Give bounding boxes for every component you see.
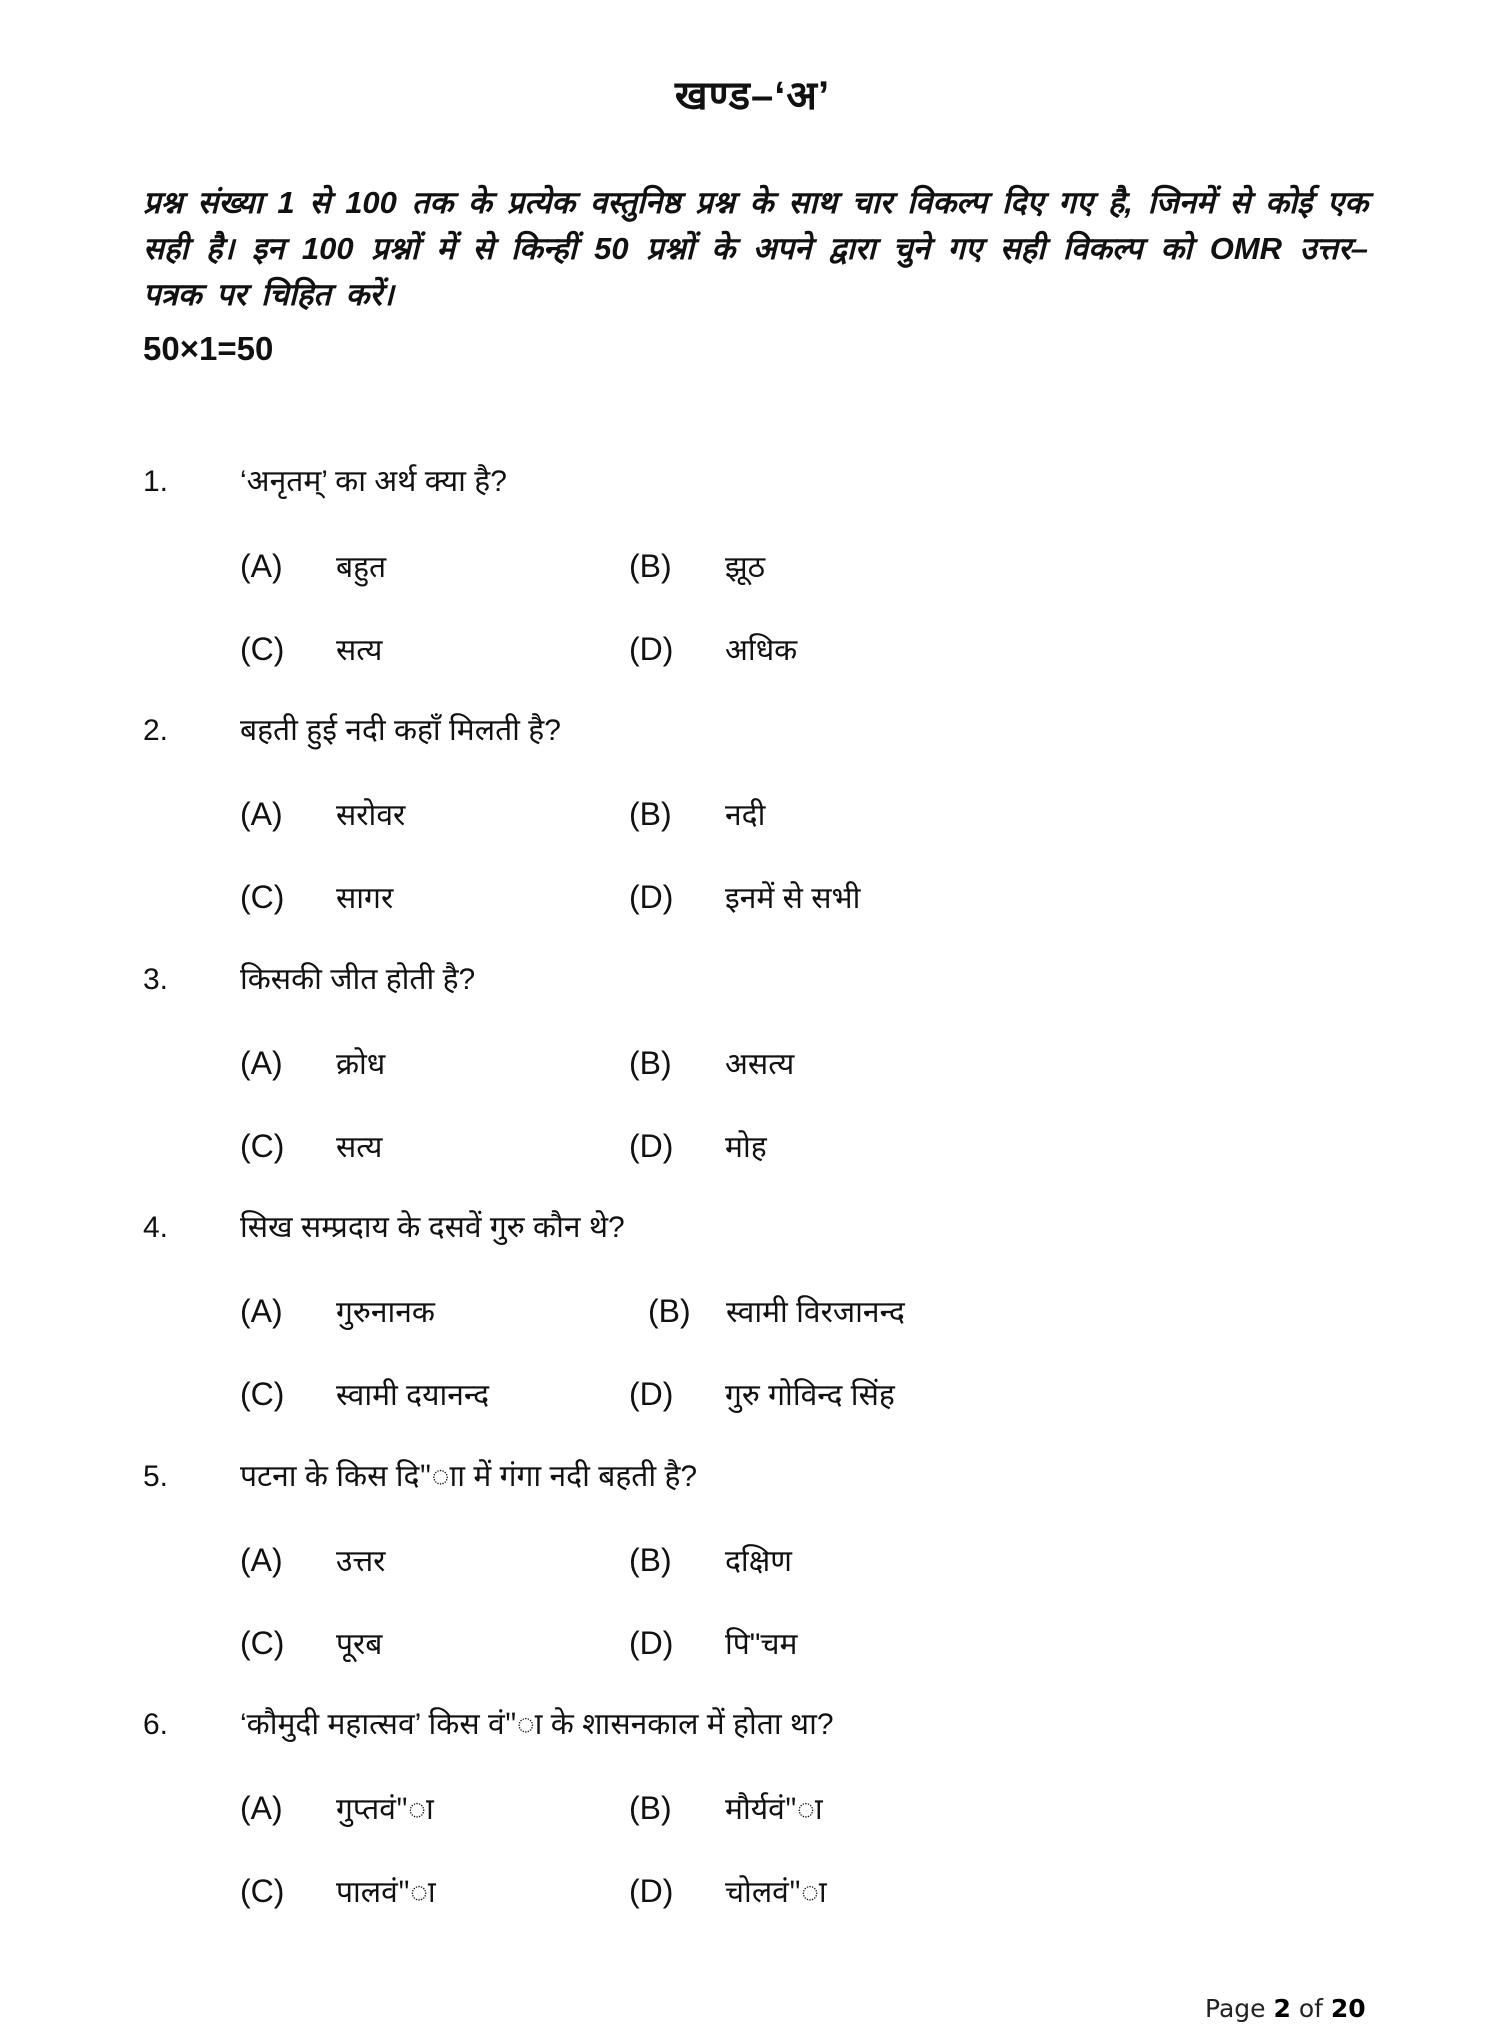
option-label: (C) <box>240 631 285 667</box>
option-text: स्वामी दयानन्द <box>336 1379 490 1412</box>
option-label: (D) <box>629 1873 674 1909</box>
option-a[interactable] <box>240 544 386 588</box>
option-label: (C) <box>240 1625 285 1661</box>
option-b[interactable] <box>629 1538 792 1582</box>
option-label: (B) <box>629 796 672 832</box>
option-label: (B) <box>648 1293 691 1329</box>
option-text: क्रोध <box>336 1048 386 1081</box>
option-label: (D) <box>629 1128 674 1164</box>
option-text: नदी <box>725 799 766 832</box>
option-a[interactable] <box>240 1041 385 1085</box>
question-text: किसकी जीत होती है? <box>240 963 476 996</box>
option-c[interactable] <box>240 627 382 671</box>
option-label: (A) <box>240 548 283 584</box>
option-label: (C) <box>240 1873 285 1909</box>
option-label: (B) <box>629 1542 672 1578</box>
option-d[interactable] <box>629 1124 767 1168</box>
question-text: बहती हुई नदी कहाँ मिलती है? <box>240 714 561 747</box>
option-label: (B) <box>629 548 672 584</box>
option-text: गुप्तवं"ा <box>336 1793 434 1826</box>
option-text: पूरब <box>336 1628 383 1661</box>
option-text: असत्य <box>725 1048 795 1081</box>
option-c[interactable] <box>240 1124 382 1168</box>
option-c[interactable] <box>240 1621 382 1665</box>
option-text: झूठ <box>725 551 766 584</box>
question-number: 2. <box>143 714 169 747</box>
option-label: (A) <box>240 1542 283 1578</box>
question-text: सिख सम्प्रदाय के दसवें गुरु कौन थे? <box>240 1211 625 1244</box>
section-heading: खण्ड–‘अ’ <box>674 74 831 118</box>
option-label: (A) <box>240 1790 283 1826</box>
question-text: ‘कौमुदी महात्सव’ किस वं"ा के शासनकाल में होता था? <box>240 1708 834 1741</box>
option-c[interactable] <box>240 1869 436 1913</box>
option-text: सत्य <box>336 634 383 667</box>
option-text: दक्षिण <box>725 1545 792 1578</box>
option-text: चोलवं"ा <box>725 1876 827 1909</box>
current-page: 2 <box>1273 1994 1291 2023</box>
option-text: पालवं"ा <box>336 1876 436 1909</box>
question-number: 6. <box>143 1708 169 1741</box>
option-text: पि"चम <box>725 1628 798 1661</box>
option-a[interactable] <box>240 1538 385 1582</box>
option-text: मौर्यवं"ा <box>725 1793 823 1826</box>
option-text: स्वामी विरजानन्द <box>726 1296 905 1329</box>
option-text: अधिक <box>725 634 798 667</box>
option-a[interactable] <box>240 1786 434 1830</box>
option-text: सरोवर <box>336 799 406 832</box>
option-text: सागर <box>336 882 394 915</box>
option-b[interactable] <box>629 1786 823 1830</box>
option-a[interactable] <box>240 792 405 836</box>
option-label: (A) <box>240 796 283 832</box>
page-of: of <box>1298 1994 1323 2023</box>
option-label: (D) <box>629 1376 674 1412</box>
option-label: (B) <box>629 1790 672 1826</box>
option-text: सत्य <box>336 1131 383 1164</box>
option-text: उत्तर <box>336 1545 386 1578</box>
option-text: इनमें से सभी <box>725 882 861 915</box>
option-b[interactable] <box>629 792 765 836</box>
option-text: गुरुनानक <box>336 1296 435 1329</box>
option-label: (D) <box>629 879 674 915</box>
question-number: 1. <box>143 465 169 498</box>
option-label: (B) <box>629 1045 672 1081</box>
instructions-text: प्रश्न संख्या 1 से 100 तक के प्रत्येक वस्तुनिष्ठ प्रश्न के साथ चार विकल्प दिए गए है, जिनमें से कोई एक सही है। इन 100 प्रश्नों में से किन्हीं 50 प्रश्नों के अपने द्वारा चुने गए सही विकल्प को OMR उत्तर–पत्रक पर चिहित करें। <box>143 185 1368 312</box>
question-number: 5. <box>143 1460 169 1493</box>
question-text: पटना के किस दि"ाा में गंगा नदी बहती है? <box>240 1460 698 1493</box>
option-a[interactable] <box>240 1289 435 1333</box>
option-d[interactable] <box>629 1869 827 1913</box>
option-label: (C) <box>240 1376 285 1412</box>
option-d[interactable] <box>629 627 797 671</box>
question-number: 3. <box>143 963 169 996</box>
option-text: गुरु गोविन्द सिंह <box>725 1379 895 1412</box>
option-label: (D) <box>629 1625 674 1661</box>
option-label: (C) <box>240 1128 285 1164</box>
marks-formula: 50×1=50 <box>143 330 274 367</box>
page-prefix: Page <box>1205 1994 1266 2023</box>
option-d[interactable] <box>629 1621 797 1665</box>
option-d[interactable] <box>629 875 860 919</box>
option-c[interactable] <box>240 1372 489 1416</box>
option-d[interactable] <box>629 1372 895 1416</box>
question-number: 4. <box>143 1211 169 1244</box>
total-pages: 20 <box>1330 1994 1366 2023</box>
option-text: बहुत <box>336 551 387 584</box>
option-label: (A) <box>240 1045 283 1081</box>
option-label: (D) <box>629 631 674 667</box>
option-b[interactable] <box>629 544 765 588</box>
option-b[interactable] <box>648 1289 905 1333</box>
option-c[interactable] <box>240 875 393 919</box>
option-label: (A) <box>240 1293 283 1329</box>
option-b[interactable] <box>629 1041 794 1085</box>
option-label: (C) <box>240 879 285 915</box>
page-indicator <box>1205 1994 1366 2023</box>
option-text: मोह <box>725 1131 767 1164</box>
question-text: ‘अनृतम्’ का अर्थ क्या है? <box>240 465 507 498</box>
